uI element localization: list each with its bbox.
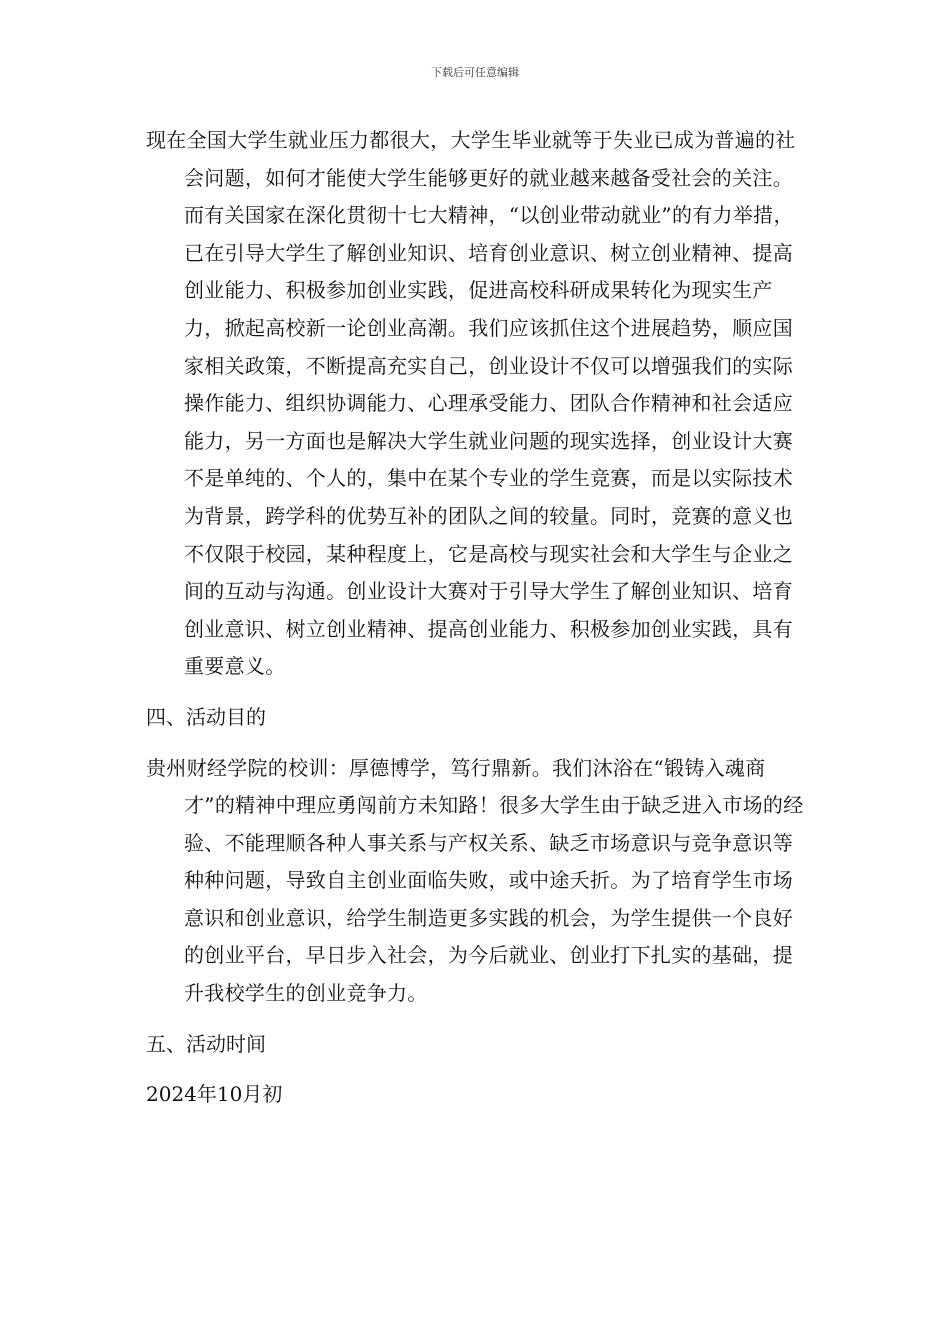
spacer — [146, 737, 806, 750]
paragraph-purpose: 贵州财经学院的校训：厚德博学，笃行鼎新。我们沐浴在“锻铸入魂商才”的精神中理应勇闯前方未知路！很多大学生由于缺乏进入市场的经验、不能理顺各种人事关系与产权关系、缺乏市场意识与竞争意识等种种问题，导致自主创业面临失败，或中途夭折。为了培育学生市场意识和创业意识，给学生制造更多实践的机会，为学生提供一个良好的创业平台，早日步入社会，为今后就业、创业打下扎实的基础，提升我校学生的创业竞争力。 — [146, 755, 804, 1006]
page-header-note: 下载后可任意编辑 — [431, 66, 519, 79]
paragraph-background: 现在全国大学生就业压力都很大，大学生毕业就等于失业已成为普遍的社会问题，如何才能使大学生能够更好的就业越来越备受社会的关注。而有关国家在深化贯彻十七大精神，“以创业带动就业”的有力举措，已在引导大学生了解创业知识、培育创业意识、树立创业精神、提高创业能力、积极参加创业实践，促进高校科研成果转化为现实生产力，掀起高校新一论创业高潮。我们应该抓住这个进展趋势，顺应国家相关政策，不断提高充实自己，创业设计不仅可以增强我们的实际操作能力、组织协调能力、心理承受能力、团队合作精神和社会适应能力，另一方面也是解决大学生就业问题的现实选择，创业设计大赛不是单纯的、个人的，集中在某个专业的学生竞赛，而是以实际技术为背景，跨学科的优势互补的团队之间的较量。同时，竞赛的意义也不仅限于校园，某种程度上，它是高校与现实社会和大学生与企业之间的互动与沟通。创业设计大赛对于引导大学生了解创业知识、培育创业意识、树立创业精神、提高创业能力、积极参加创业实践，具有重要意义。 — [146, 128, 796, 679]
section-heading-purpose: 四、活动目的 — [146, 704, 266, 729]
spacer — [146, 686, 806, 699]
spacer — [146, 1063, 806, 1076]
activity-time-value: 2024年10月初 — [146, 1082, 283, 1107]
section-heading-time: 五、活动时间 — [146, 1031, 266, 1056]
spacer — [146, 1013, 806, 1026]
document-body — [146, 122, 806, 1114]
